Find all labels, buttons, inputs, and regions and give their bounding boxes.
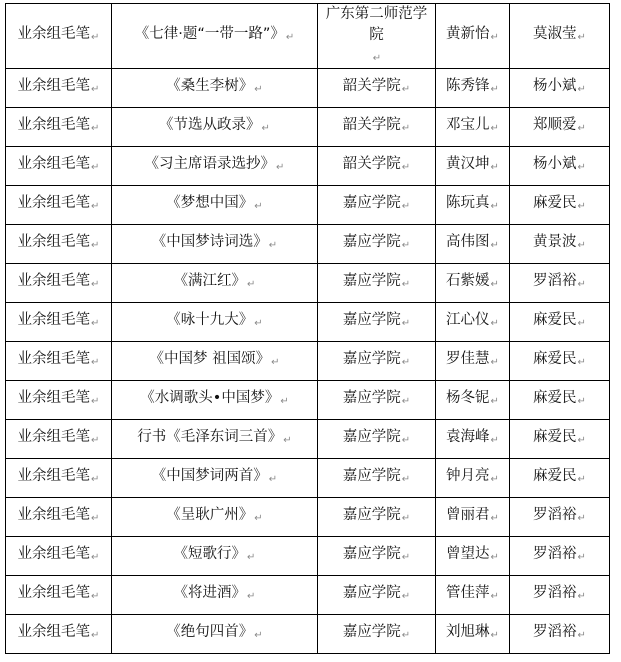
paragraph-mark-icon: ↵ xyxy=(261,123,270,134)
work-title-cell[interactable] xyxy=(112,108,318,147)
category-cell[interactable] xyxy=(6,576,112,615)
document-page xyxy=(5,3,610,654)
work-title-cell[interactable] xyxy=(112,225,318,264)
cell-text: 业余组毛笔 xyxy=(17,273,91,289)
cell-text: 嘉应学院 xyxy=(342,585,401,601)
cell-text: 曾丽君 xyxy=(446,507,490,523)
table-row xyxy=(6,147,610,186)
paragraph-mark-icon: ↵ xyxy=(91,318,100,329)
paragraph-mark-icon: ↵ xyxy=(577,396,586,407)
advisor-cell[interactable] xyxy=(510,498,610,537)
school-cell[interactable] xyxy=(318,186,436,225)
paragraph-mark-icon: ↵ xyxy=(91,474,100,485)
table-row xyxy=(6,303,610,342)
paragraph-mark-icon: ↵ xyxy=(401,552,411,563)
paragraph-mark-icon: ↵ xyxy=(254,201,263,212)
cell-text: 韶关学院 xyxy=(342,156,401,172)
cell-text: 刘旭琳 xyxy=(446,624,490,640)
cell-text: 杨小斌 xyxy=(533,156,577,172)
cell-text: 江心仪 xyxy=(446,312,490,328)
work-title-cell[interactable] xyxy=(112,420,318,459)
category-cell[interactable] xyxy=(6,147,112,186)
cell-text: 管佳萍 xyxy=(446,585,490,601)
paragraph-mark-icon: ↵ xyxy=(577,552,586,563)
paragraph-mark-icon: ↵ xyxy=(577,201,586,212)
school-cell[interactable] xyxy=(318,381,436,420)
category-cell[interactable] xyxy=(6,537,112,576)
paragraph-mark-icon: ↵ xyxy=(91,435,100,446)
author-cell[interactable] xyxy=(436,108,510,147)
cell-text: 陈玩真 xyxy=(446,195,490,211)
author-cell[interactable] xyxy=(436,264,510,303)
author-cell[interactable] xyxy=(436,615,510,654)
award-table-body xyxy=(6,4,610,654)
work-title-cell[interactable] xyxy=(112,147,318,186)
cell-text: 韶关学院 xyxy=(342,78,401,94)
cell-text: 业余组毛笔 xyxy=(17,546,91,562)
paragraph-mark-icon: ↵ xyxy=(577,435,586,446)
author-cell[interactable] xyxy=(436,498,510,537)
author-cell[interactable] xyxy=(436,576,510,615)
cell-text: 罗佳慧 xyxy=(446,351,490,367)
paragraph-mark-icon: ↵ xyxy=(490,435,499,446)
paragraph-mark-icon: ↵ xyxy=(401,474,411,485)
paragraph-mark-icon: ↵ xyxy=(401,162,411,173)
category-cell[interactable] xyxy=(6,615,112,654)
school-cell[interactable] xyxy=(318,537,436,576)
work-title-cell[interactable] xyxy=(112,186,318,225)
cell-text: 麻爱民 xyxy=(533,429,577,445)
paragraph-mark-icon: ↵ xyxy=(401,201,411,212)
author-cell[interactable] xyxy=(436,381,510,420)
work-title-cell[interactable] xyxy=(112,303,318,342)
paragraph-mark-icon: ↵ xyxy=(247,591,256,602)
author-cell[interactable] xyxy=(436,420,510,459)
paragraph-mark-icon: ↵ xyxy=(401,513,411,524)
paragraph-mark-icon: ↵ xyxy=(490,162,499,173)
advisor-cell[interactable] xyxy=(510,420,610,459)
cell-text: 广东第二师范学院 xyxy=(325,6,428,43)
paragraph-mark-icon: ↵ xyxy=(254,630,263,641)
paragraph-mark-icon: ↵ xyxy=(577,279,586,290)
school-cell[interactable] xyxy=(318,303,436,342)
category-cell[interactable] xyxy=(6,69,112,108)
cell-text: 业余组毛笔 xyxy=(17,507,91,523)
school-cell[interactable] xyxy=(318,342,436,381)
paragraph-mark-icon: ↵ xyxy=(247,279,256,290)
category-cell[interactable] xyxy=(6,459,112,498)
advisor-cell[interactable] xyxy=(510,459,610,498)
paragraph-mark-icon: ↵ xyxy=(577,513,586,524)
cell-text: 罗滔裕 xyxy=(533,585,577,601)
cell-text: 嘉应学院 xyxy=(342,273,401,289)
paragraph-mark-icon: ↵ xyxy=(285,32,295,43)
paragraph-mark-icon: ↵ xyxy=(490,279,499,290)
cell-text: 曾望达 xyxy=(446,546,490,562)
paragraph-mark-icon: ↵ xyxy=(490,513,499,524)
table-row xyxy=(6,576,610,615)
advisor-cell[interactable] xyxy=(510,615,610,654)
cell-text: 行书《毛泽东词三首》 xyxy=(137,429,283,445)
paragraph-mark-icon: ↵ xyxy=(91,357,100,368)
cell-text: 《咏十九大》 xyxy=(166,312,254,328)
paragraph-mark-icon: ↵ xyxy=(91,123,100,134)
table-row xyxy=(6,69,610,108)
school-cell[interactable] xyxy=(318,4,436,69)
paragraph-mark-icon: ↵ xyxy=(577,630,586,641)
paragraph-mark-icon: ↵ xyxy=(577,240,586,251)
table-row xyxy=(6,186,610,225)
paragraph-mark-icon: ↵ xyxy=(577,123,586,134)
paragraph-mark-icon: ↵ xyxy=(401,84,411,95)
table-row xyxy=(6,537,610,576)
school-cell[interactable] xyxy=(318,615,436,654)
advisor-cell[interactable] xyxy=(510,537,610,576)
table-row xyxy=(6,108,610,147)
paragraph-mark-icon: ↵ xyxy=(490,32,499,43)
cell-text: 嘉应学院 xyxy=(342,351,401,367)
paragraph-mark-icon: ↵ xyxy=(490,630,499,641)
advisor-cell[interactable] xyxy=(510,576,610,615)
paragraph-mark-icon: ↵ xyxy=(577,474,586,485)
cell-text: 业余组毛笔 xyxy=(17,624,91,640)
cell-text: 邓宝儿 xyxy=(446,117,490,133)
cell-text: 业余组毛笔 xyxy=(17,429,91,445)
work-title-cell[interactable] xyxy=(112,264,318,303)
cell-text: 《中国梦诗词选》 xyxy=(151,234,268,250)
work-title-cell[interactable] xyxy=(112,459,318,498)
table-row xyxy=(6,381,610,420)
paragraph-mark-icon: ↵ xyxy=(91,279,100,290)
work-title-cell[interactable] xyxy=(112,342,318,381)
paragraph-mark-icon: ↵ xyxy=(91,84,100,95)
author-cell[interactable] xyxy=(436,147,510,186)
advisor-cell[interactable] xyxy=(510,225,610,264)
category-cell[interactable] xyxy=(6,498,112,537)
cell-text: 业余组毛笔 xyxy=(17,390,91,406)
paragraph-mark-icon: ↵ xyxy=(401,630,411,641)
cell-text: 嘉应学院 xyxy=(342,312,401,328)
work-title-cell[interactable] xyxy=(112,69,318,108)
cell-text: 《习主席语录选抄》 xyxy=(144,156,276,172)
cell-text: 《呈耿广州》 xyxy=(166,507,254,523)
paragraph-mark-icon: ↵ xyxy=(254,84,263,95)
paragraph-mark-icon: ↵ xyxy=(577,357,586,368)
cell-text: 业余组毛笔 xyxy=(17,351,91,367)
school-cell[interactable] xyxy=(318,264,436,303)
advisor-cell[interactable] xyxy=(510,69,610,108)
category-cell[interactable] xyxy=(6,264,112,303)
cell-text: 《中国梦 祖国颂》 xyxy=(149,351,271,367)
cell-text: 莫淑莹 xyxy=(533,26,577,42)
school-cell[interactable] xyxy=(318,576,436,615)
cell-text: 杨小斌 xyxy=(533,78,577,94)
advisor-cell[interactable] xyxy=(510,108,610,147)
cell-text: 嘉应学院 xyxy=(342,468,401,484)
category-cell[interactable] xyxy=(6,381,112,420)
table-row xyxy=(6,459,610,498)
paragraph-mark-icon: ↵ xyxy=(490,318,499,329)
cell-text: 《桑生李树》 xyxy=(166,78,254,94)
cell-text: 业余组毛笔 xyxy=(17,312,91,328)
work-title-cell[interactable] xyxy=(112,576,318,615)
cell-text: 《满江红》 xyxy=(173,273,247,289)
cell-text: 麻爱民 xyxy=(533,312,577,328)
paragraph-mark-icon: ↵ xyxy=(401,591,411,602)
table-row xyxy=(6,264,610,303)
paragraph-mark-icon: ↵ xyxy=(91,396,100,407)
school-cell[interactable] xyxy=(318,498,436,537)
paragraph-mark-icon: ↵ xyxy=(254,318,263,329)
cell-text: 黄景波 xyxy=(533,234,577,250)
work-title-cell[interactable] xyxy=(112,615,318,654)
cell-text: 黄新怡 xyxy=(446,26,490,42)
cell-text: 嘉应学院 xyxy=(342,429,401,445)
cell-text: 罗滔裕 xyxy=(533,546,577,562)
cell-text: 业余组毛笔 xyxy=(17,468,91,484)
paragraph-mark-icon: ↵ xyxy=(280,396,289,407)
paragraph-mark-icon: ↵ xyxy=(254,513,263,524)
paragraph-mark-icon: ↵ xyxy=(490,396,499,407)
cell-text: 业余组毛笔 xyxy=(17,156,91,172)
cell-text: 业余组毛笔 xyxy=(17,26,91,42)
cell-text: 《短歌行》 xyxy=(173,546,247,562)
author-cell[interactable] xyxy=(436,342,510,381)
paragraph-mark-icon: ↵ xyxy=(577,591,586,602)
cell-text: 《中国梦词两首》 xyxy=(151,468,268,484)
paragraph-mark-icon: ↵ xyxy=(91,162,100,173)
cell-text: 郑顺爱 xyxy=(533,117,577,133)
table-row xyxy=(6,225,610,264)
cell-text: 嘉应学院 xyxy=(342,624,401,640)
table-row xyxy=(6,420,610,459)
cell-text: 业余组毛笔 xyxy=(17,78,91,94)
cell-text: 《节选从政录》 xyxy=(159,117,261,133)
paragraph-mark-icon: ↵ xyxy=(91,201,100,212)
advisor-cell[interactable] xyxy=(510,186,610,225)
paragraph-mark-icon: ↵ xyxy=(91,591,100,602)
paragraph-mark-icon: ↵ xyxy=(577,318,586,329)
paragraph-mark-icon: ↵ xyxy=(268,474,278,485)
category-cell[interactable] xyxy=(6,4,112,69)
work-title-cell[interactable] xyxy=(112,4,318,69)
table-row xyxy=(6,498,610,537)
cell-text: 业余组毛笔 xyxy=(17,585,91,601)
school-cell[interactable] xyxy=(318,147,436,186)
cell-text: 《梦想中国》 xyxy=(166,195,254,211)
table-row xyxy=(6,615,610,654)
cell-text: 麻爱民 xyxy=(533,351,577,367)
category-cell[interactable] xyxy=(6,303,112,342)
author-cell[interactable] xyxy=(436,537,510,576)
work-title-cell[interactable] xyxy=(112,537,318,576)
cell-text: 杨冬铌 xyxy=(446,390,490,406)
work-title-cell[interactable] xyxy=(112,498,318,537)
paragraph-mark-icon: ↵ xyxy=(577,32,586,43)
work-title-cell[interactable] xyxy=(112,381,318,420)
cell-text: 麻爱民 xyxy=(533,390,577,406)
cell-text: 《水调歌头•中国梦》 xyxy=(140,390,280,406)
paragraph-mark-icon: ↵ xyxy=(91,32,100,43)
paragraph-mark-icon: ↵ xyxy=(490,201,499,212)
author-cell[interactable] xyxy=(436,303,510,342)
paragraph-mark-icon: ↵ xyxy=(91,552,100,563)
paragraph-mark-icon: ↵ xyxy=(271,357,280,368)
paragraph-mark-icon: ↵ xyxy=(91,240,100,251)
cell-text: 业余组毛笔 xyxy=(17,117,91,133)
table-row xyxy=(6,342,610,381)
author-cell[interactable] xyxy=(436,4,510,69)
paragraph-mark-icon: ↵ xyxy=(401,240,411,251)
cell-text: 《七律·题“一带一路”》 xyxy=(134,26,285,42)
cell-text: 《将进酒》 xyxy=(173,585,247,601)
school-cell[interactable] xyxy=(318,69,436,108)
paragraph-mark-icon: ↵ xyxy=(401,279,411,290)
advisor-cell[interactable] xyxy=(510,264,610,303)
paragraph-mark-icon: ↵ xyxy=(577,162,586,173)
advisor-cell[interactable] xyxy=(510,381,610,420)
category-cell[interactable] xyxy=(6,186,112,225)
cell-text: 高伟图 xyxy=(446,234,490,250)
cell-text: 业余组毛笔 xyxy=(17,195,91,211)
paragraph-mark-icon: ↵ xyxy=(372,53,382,64)
paragraph-mark-icon: ↵ xyxy=(91,630,100,641)
cell-text: 麻爱民 xyxy=(533,468,577,484)
paragraph-mark-icon: ↵ xyxy=(91,513,100,524)
cell-text: 嘉应学院 xyxy=(342,507,401,523)
category-cell[interactable] xyxy=(6,108,112,147)
paragraph-mark-icon: ↵ xyxy=(490,474,499,485)
cell-text: 罗滔裕 xyxy=(533,273,577,289)
author-cell[interactable] xyxy=(436,69,510,108)
paragraph-mark-icon: ↵ xyxy=(401,357,411,368)
paragraph-mark-icon: ↵ xyxy=(401,123,411,134)
paragraph-mark-icon: ↵ xyxy=(401,318,411,329)
paragraph-mark-icon: ↵ xyxy=(490,123,499,134)
school-cell[interactable] xyxy=(318,225,436,264)
paragraph-mark-icon: ↵ xyxy=(401,396,411,407)
paragraph-mark-icon: ↵ xyxy=(401,435,411,446)
cell-text: 罗滔裕 xyxy=(533,507,577,523)
cell-text: 嘉应学院 xyxy=(342,390,401,406)
cell-text: 陈秀锋 xyxy=(446,78,490,94)
table-row xyxy=(6,4,610,69)
advisor-cell[interactable] xyxy=(510,4,610,69)
cell-text: 嘉应学院 xyxy=(342,195,401,211)
paragraph-mark-icon: ↵ xyxy=(247,552,256,563)
advisor-cell[interactable] xyxy=(510,147,610,186)
category-cell[interactable] xyxy=(6,225,112,264)
cell-text: 嘉应学院 xyxy=(342,546,401,562)
paragraph-mark-icon: ↵ xyxy=(490,591,499,602)
paragraph-mark-icon: ↵ xyxy=(490,357,499,368)
category-cell[interactable] xyxy=(6,420,112,459)
cell-text: 袁海峰 xyxy=(446,429,490,445)
cell-text: 业余组毛笔 xyxy=(17,234,91,250)
advisor-cell[interactable] xyxy=(510,303,610,342)
paragraph-mark-icon: ↵ xyxy=(490,84,499,95)
cell-text: 黄汉坤 xyxy=(446,156,490,172)
cell-text: 钟月亮 xyxy=(446,468,490,484)
paragraph-mark-icon: ↵ xyxy=(490,240,499,251)
school-cell[interactable] xyxy=(318,459,436,498)
author-cell[interactable] xyxy=(436,225,510,264)
paragraph-mark-icon: ↵ xyxy=(283,435,292,446)
cell-text: 《绝句四首》 xyxy=(166,624,254,640)
cell-text: 嘉应学院 xyxy=(342,234,401,250)
paragraph-mark-icon: ↵ xyxy=(276,162,285,173)
paragraph-mark-icon: ↵ xyxy=(268,240,278,251)
advisor-cell[interactable] xyxy=(510,342,610,381)
award-table xyxy=(5,3,610,654)
author-cell[interactable] xyxy=(436,186,510,225)
cell-text: 麻爱民 xyxy=(533,195,577,211)
cell-text: 石紫媛 xyxy=(446,273,490,289)
category-cell[interactable] xyxy=(6,342,112,381)
cell-text: 韶关学院 xyxy=(342,117,401,133)
school-cell[interactable] xyxy=(318,420,436,459)
cell-text: 罗滔裕 xyxy=(533,624,577,640)
paragraph-mark-icon: ↵ xyxy=(490,552,499,563)
author-cell[interactable] xyxy=(436,459,510,498)
paragraph-mark-icon: ↵ xyxy=(577,84,586,95)
school-cell[interactable] xyxy=(318,108,436,147)
